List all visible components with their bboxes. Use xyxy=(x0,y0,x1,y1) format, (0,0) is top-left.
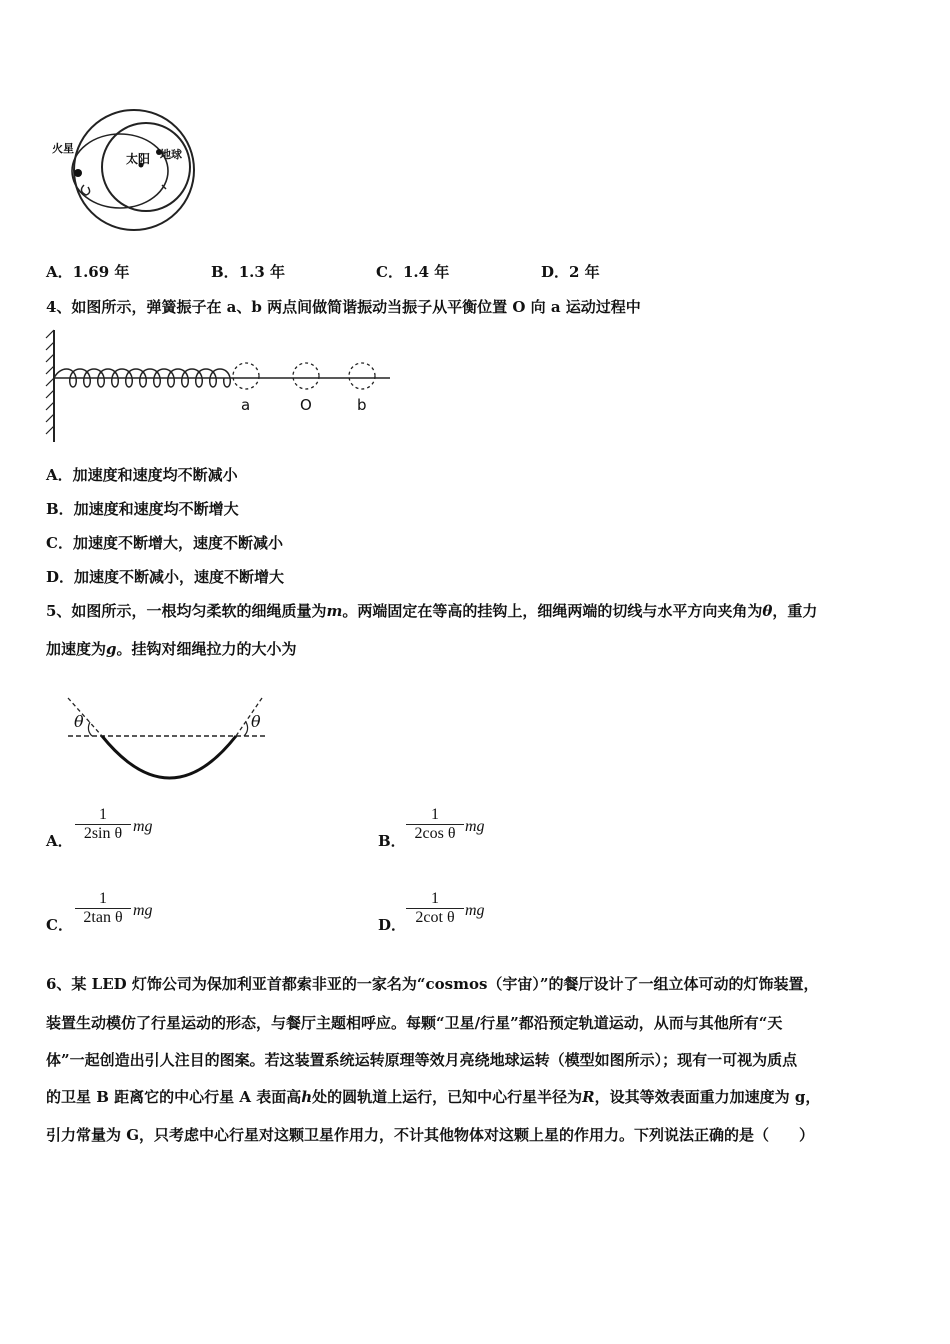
label-b: b xyxy=(357,396,367,414)
q3-option-b[interactable]: B．1.3 年 xyxy=(211,263,286,281)
q6-line-4: 的卫星 B 距离它的中心行星 A 表面高h处的圆轨道上运行，已知中心行星半径为R，设其等效表面重力加速度为 g， xyxy=(46,1088,821,1106)
mars-label: 火星 xyxy=(52,142,74,155)
label-o: O xyxy=(300,396,312,414)
label-a: a xyxy=(241,396,251,414)
sun-label: 太阳 xyxy=(126,152,151,166)
q4-option-c[interactable]: C．加速度不断增大，速度不断减小 xyxy=(46,534,283,552)
q4-option-a[interactable]: A．加速度和速度均不断减小 xyxy=(46,466,238,484)
position-b-circle xyxy=(349,363,375,389)
rope-curve xyxy=(102,736,236,778)
q6-line-1: 6、某 LED 灯饰公司为保加利亚首都索非亚的一家名为“cosmos（宇宙）”的餐厅设计了一组立体可动的灯饰装置， xyxy=(46,975,819,993)
fig-theta-left: θ xyxy=(74,712,84,731)
q4-option-d[interactable]: D．加速度不断减小，速度不断增大 xyxy=(46,568,285,586)
position-a-circle xyxy=(233,363,259,389)
q6-line-5: 引力常量为 G，只考虑中心行星对这颗卫星作用力，不计其他物体对这颗上星的作用力。下列说法正确的是（ ） xyxy=(46,1126,815,1144)
q3-option-c[interactable]: C．1.4 年 xyxy=(376,263,450,281)
mars-dot xyxy=(74,169,82,177)
q5-stem-line2: 加速度为g。挂钩对细绳拉力的大小为 xyxy=(46,640,297,658)
earth-label: 地球 xyxy=(160,148,182,161)
fraction: $\frac{1}{\text{2tan θ}}$ xyxy=(75,890,131,927)
q6-line-2: 装置生动模仿了行星运动的形态，与餐厅主题相呼应。每颗“卫星/行星”都沿预定轨道运动，从而与其他所有“天 xyxy=(46,1014,783,1032)
q3-option-a[interactable]: A．1.69 年 xyxy=(46,263,130,281)
mars-orbit xyxy=(74,110,194,230)
orbit-figure xyxy=(46,105,206,235)
fraction: $\frac{1}{\text{2cot θ}}$ xyxy=(406,890,464,927)
position-o-circle xyxy=(293,363,319,389)
fraction: $\frac{1}{\text{2sin θ}}$ xyxy=(75,806,131,843)
q4-option-b[interactable]: B．加速度和速度均不断增大 xyxy=(46,500,239,518)
q6-line-3: 体”一起创造出引人注目的图案。若这装置系统运转原理等效月亮绕地球运转（模型如图所示）；现有一可视为质点 xyxy=(46,1051,798,1069)
fraction: $\frac{1}{\text{2cos θ}}$ xyxy=(406,806,464,843)
rope-figure xyxy=(60,690,275,785)
spring-figure xyxy=(40,328,395,446)
arrow-mark xyxy=(81,185,89,195)
transfer-orbit xyxy=(72,134,168,208)
wall-hatch xyxy=(46,330,54,434)
q3-option-d[interactable]: D．2 年 xyxy=(541,263,600,281)
fig-theta-right: θ xyxy=(251,712,261,731)
earth-orbit xyxy=(102,123,190,211)
q5-stem-line1: 5、如图所示，一根均匀柔软的细绳质量为m。两端固定在等高的挂钩上，细绳两端的切线与水平方向夹角为θ，重力 xyxy=(46,602,818,620)
q4-stem: 4、如图所示，弹簧振子在 a、b 两点间做简谐振动当振子从平衡位置 O 向 a 运动过程中 xyxy=(46,298,641,316)
